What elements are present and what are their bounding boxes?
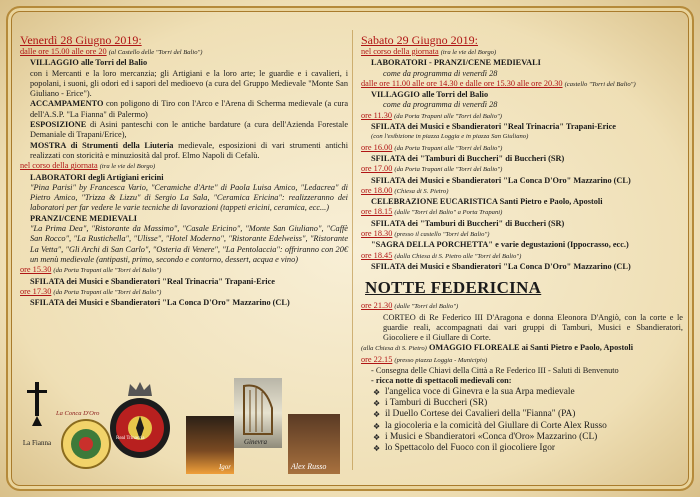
shield-icon — [108, 396, 172, 460]
r9-time: ore 18.45 (dalla Chiesa di S. Pietro alle "Torri del Balio") — [361, 250, 522, 260]
mostra: MOSTRA di Strumenti della Liuteria medievale, esposizioni di vari strumenti antichi realizzati con storicità e minuziosità dal prof. Elmo Napoli di Cefalù. — [30, 140, 349, 160]
show-item-5: ❖ i Musici e Sbandieratori «Conca d'Oro» Mazzarino (CL) — [361, 432, 683, 443]
time-3: ore 15.30 (da Porta Trapani alle "Torri del Balio") — [20, 265, 162, 275]
r6-time: ore 18.00 (Chiesa di S. Pietro) — [361, 185, 449, 195]
saturday-column — [361, 34, 683, 454]
time-1: dalle ore 15.00 alle ore 20 (al Castello delle "Torri del Balio") — [20, 47, 203, 56]
saturday-title: Sabato 29 Giugno 2019: — [361, 33, 478, 47]
show-item-2: ❖ i Tamburi di Buccheri (SR) — [361, 398, 683, 409]
r4-time: ore 16.00 (da Porta Trapani alle "Torri del Balio") — [361, 142, 503, 152]
r9-title: SFILATA dei Musici e Sbandieratori "La Conca D'Oro" Mazzarino (CL) — [371, 261, 631, 271]
r3-title: SFILATA dei Musici e Sbandieratori "Real Trinacria" Trapani-Erice — [371, 122, 616, 132]
n1-time: ore 21.30 (dalle "Torri del Balio") — [361, 301, 459, 311]
accampamento: ACCAMPAMENTO con poligono di Tiro con l'Arco e l'Arena di Scherma medievale (a cura dell'A.S.P. "La Fianna" di Palermo) — [30, 99, 349, 119]
sword-icon — [20, 380, 54, 430]
laboratori-title: LABORATORI degli Artigiani ericini — [30, 172, 164, 182]
r4-title: SFILATA dei "Tamburi di Buccheri" di Buccheri (SR) — [371, 153, 565, 163]
friday-title: Venerdì 28 Giugno 2019: — [20, 33, 142, 47]
real-trinacria-logo: Real Trinacria — [108, 396, 172, 460]
sfilata-conca-doro: SFILATA dei Musici e Sbandieratori "La Conca D'Oro" Mazzarino (CL) — [30, 298, 290, 308]
notte-federicina-title: NOTTE FEDERICINA — [365, 278, 542, 298]
r1-time: nel corso della giornata (tra le vie del Borgo) — [361, 47, 497, 56]
laboratori-text: "Pina Parisi" by Francesca Vario, "Ceramiche d'Arte" di Paola Luisa Amico, "Ledacrea" di Pietro Amico, "Trizza & Lizzu" di Sergio La Sala, "Ceramica Ericina": realizzeranno dei laboratori per far vedere le varie tecniche di lavorazioni (tappeti ericini, ceramica, ecc...) — [30, 182, 348, 213]
r6-title: CELEBRAZIONE EUCARISTICA Santi Pietro e Paolo, Apostoli — [371, 197, 603, 207]
r1-title: LABORATORI - PRANZI/CENE MEDIEVALI — [371, 58, 541, 68]
villaggio-text: con i Mercanti e la loro mercanzia; gli Artigiani e la loro arte; le guardie e i cavalieri, i popolani, i suoni, gli odori ed i sapori del medioevo (a cura del Gruppo Medievale "Monte San Giuliano - Erice"). — [30, 68, 348, 99]
show-item-6: ❖ lo Spettacolo del Fuoco con il giocoliere Igor — [361, 443, 683, 454]
r2-time: dalle ore 11.00 alle ore 14.30 e dalle ore 15.30 alle ore 20.30 (castello "Torri del Balio") — [361, 78, 636, 88]
n2: (alla Chiesa di S. Pietro) OMAGGIO FLOREALE ai Santi Pietro e Paolo, Apostoli — [361, 343, 634, 353]
pranzi-title: PRANZI/CENE MEDIEVALI — [30, 213, 138, 223]
time-2: nel corso della giornata (tra le vie del Borgo) — [20, 161, 156, 171]
esposizione: ESPOSIZIONE di Asini panteschi con le antiche bardature (a cura dell'Azienda Forestale Demaniale di Trapani/Erice), — [30, 120, 348, 140]
fire-photo: Igor — [186, 416, 234, 474]
friday-column — [20, 34, 348, 308]
pranzi-text: "La Prima Dea", "Ristorante da Massimo", "Casale Ericino", "Monte San Giuliano", "Caffè San Rocco", "La Rustichella", "Ulisse", "Hotel Moderno", "Ristorante Edelweiss", "Ristorante La Vetta", "Gli Archi di San Carlo", "Osteria di Venere", "La Pentolaccia": offriranno con 20€ un menù medievale (antipasti, primo, secondo e contorno, dessert, acqua e vino) — [30, 224, 348, 264]
r8-time: ore 18.30 (presso il castello "Torri del Balio") — [361, 229, 490, 239]
n3-b: - ricca notte di spettacoli medievali con: — [371, 376, 512, 386]
time-4: ore 17.30 (da Porta Trapani alle "Torri del Balio") — [20, 286, 162, 296]
sfilata-real-trinacria: SFILATA dei Musici e Sbandieratori "Real Trinacria" Trapani-Erice — [30, 276, 275, 286]
column-divider — [352, 30, 353, 470]
show-item-1: ❖ l'angelica voce di Ginevra e la sua Arpa medievale — [361, 387, 683, 398]
n1-text: CORTEO di Re Federico III D'Aragona e donna Eleonora D'Angiò, con la corte e le guardie reali, accompagnati dai vari gruppi di Tamburi, Musici e Sbandieratori, Giocoliere e il Giullare di Corte. — [383, 312, 683, 343]
harp-photo: Ginevra — [234, 378, 282, 448]
r1-sub: come da programma di venerdì 28 — [383, 68, 498, 78]
r3-time: ore 11.30 (da Porta Trapani alle "Torri del Balio") — [361, 110, 502, 120]
r8-title: "SAGRA DELLA PORCHETTA" e varie degustazioni (Ippocrasso, ecc.) — [371, 240, 629, 250]
show-item-4: ❖ la giocoleria e la comicità del Giullare di Corte Alex Russo — [361, 421, 683, 432]
n3-time: ore 22.15 (presso piazza Loggia - Municipio) — [361, 354, 488, 364]
villaggio-title: VILLAGGIO alle Torri del Balio — [30, 58, 148, 68]
r2-sub: come da programma di venerdì 28 — [383, 100, 498, 110]
r3-sub: (con l'esibizione in piazza Loggia e in piazza San Giuliano) — [371, 133, 529, 141]
logos-area — [16, 378, 346, 486]
r2-title: VILLAGGIO alle Torri del Balio — [371, 90, 489, 100]
la-fianna-logo: La Fianna — [20, 380, 54, 447]
show-item-3: ❖ il Duello Cortese dei Cavalieri della "Fianna" (PA) — [361, 409, 683, 420]
r5-time: ore 17.00 (da Porta Trapani alle "Torri del Balio") — [361, 164, 503, 174]
r5-title: SFILATA dei Musici e Sbandieratori "La Conca D'Oro" Mazzarino (CL) — [371, 175, 631, 185]
n3-a: - Consegna delle Chiavi della Città a Re Federico III - Saluti di Benvenuto — [371, 366, 619, 376]
r7-time: ore 18.15 (dalle "Torri del Balio" a Porta Trapani) — [361, 207, 503, 217]
jester-photo: Alex Russo — [288, 414, 340, 474]
conca-doro-logo: La Conca D'Oro — [60, 418, 112, 470]
r7-title: SFILATA dei "Tamburi di Buccheri" di Buccheri (SR) — [371, 218, 565, 228]
emblem-icon — [60, 418, 112, 470]
harp-icon — [234, 378, 282, 438]
